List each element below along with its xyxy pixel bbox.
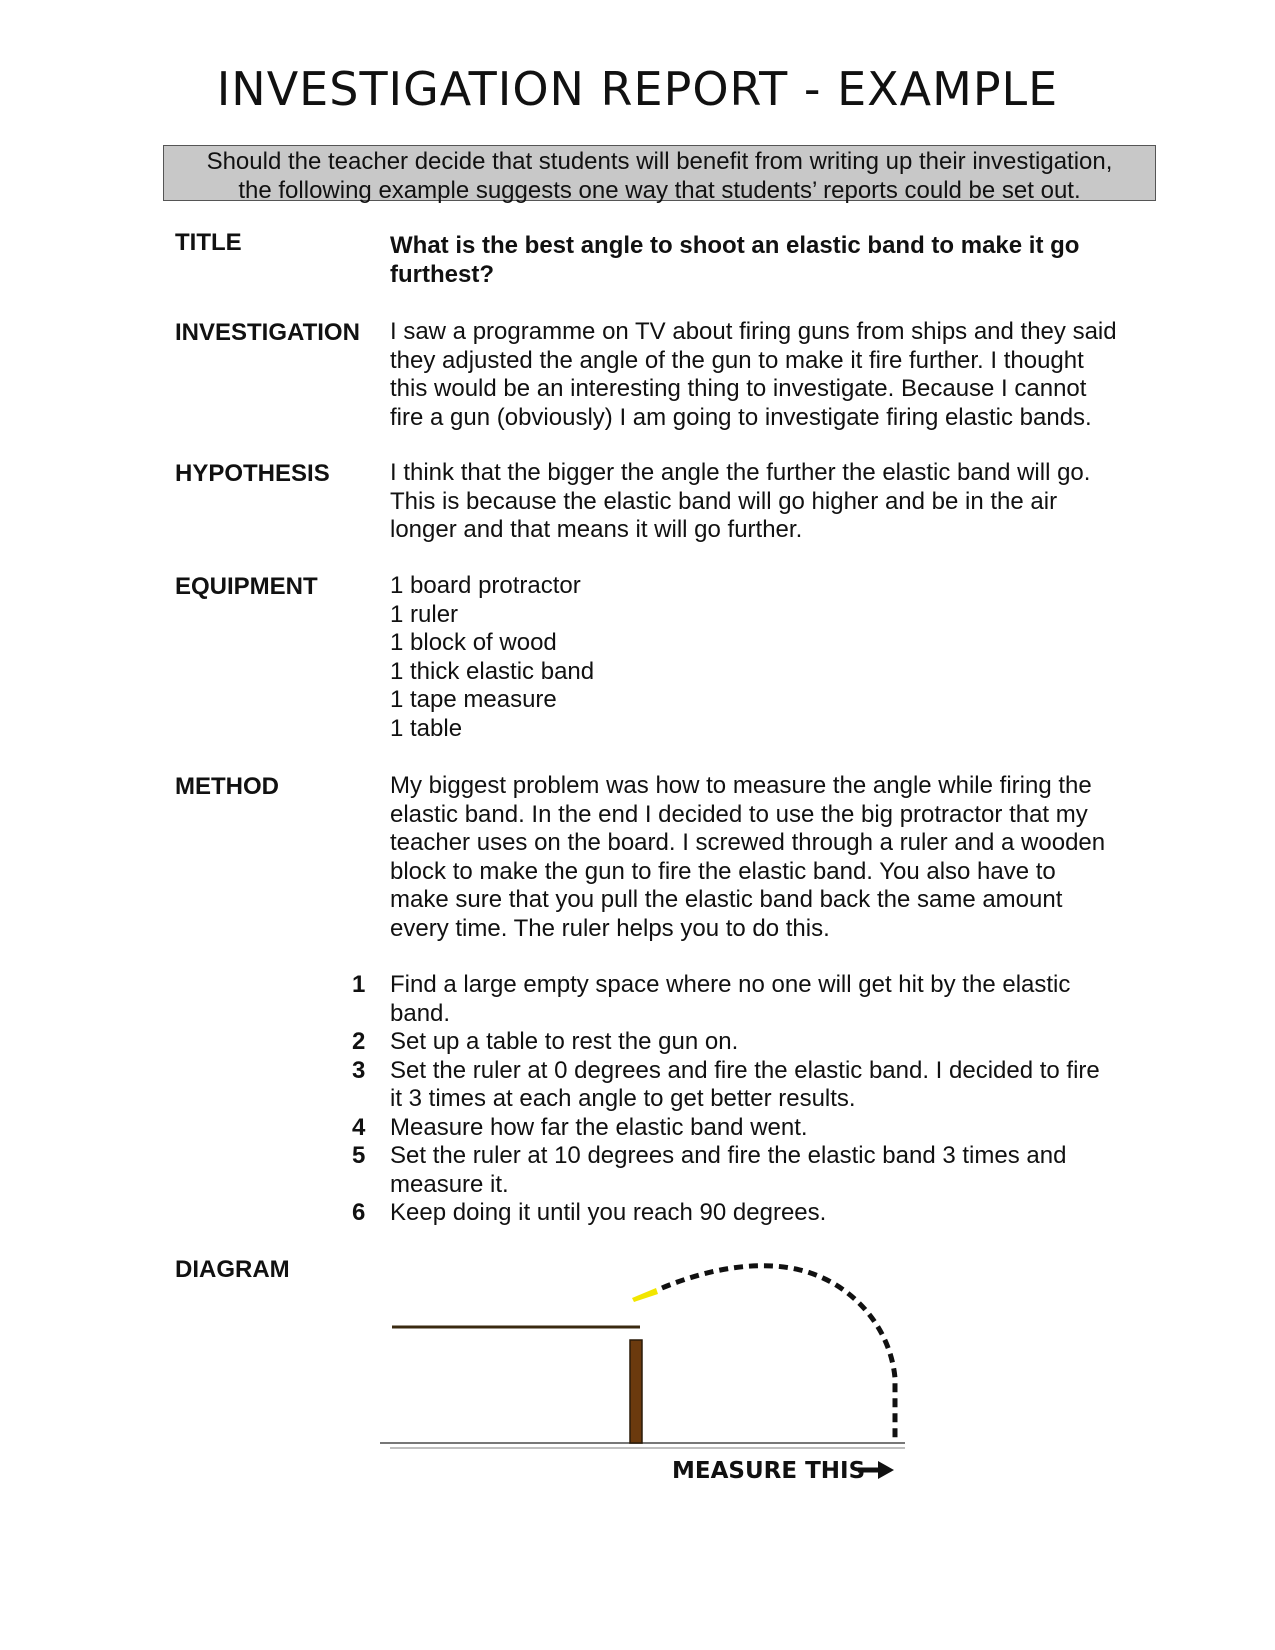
method-steps (0, 971, 1275, 1228)
content-line: make sure that you pull the elastic band back the same amount (390, 886, 1063, 913)
step-item (0, 1028, 1275, 1057)
content-line: this would be an interesting thing to investigate. Because I cannot (390, 375, 1087, 402)
step-number: 3 (352, 1056, 366, 1084)
page-title: INVESTIGATION REPORT - EXAMPLE (216, 62, 1059, 116)
step-text (390, 1028, 1150, 1057)
experiment-diagram (380, 1250, 940, 1490)
step-item (0, 1142, 1275, 1199)
step-text (390, 1114, 1150, 1143)
equipment-list (390, 572, 1150, 743)
content-line: My biggest problem was how to measure the angle while firing the (390, 772, 1092, 799)
content-line: Find a large empty space where no one will get hit by the elastic (390, 971, 1071, 998)
content-line: it 3 times at each angle to get better results. (390, 1085, 856, 1112)
step-item (0, 1199, 1275, 1228)
method-text (390, 772, 1150, 943)
section-label-equipment: EQUIPMENT (175, 573, 318, 600)
section-label-diagram: DIAGRAM (175, 1256, 290, 1283)
content-line: elastic band. In the end I decided to use the big protractor that my (390, 800, 1088, 828)
investigation-text (390, 318, 1150, 432)
content-line: block to make the gun to fire the elastic band. You also have to (390, 857, 1056, 885)
content-line: every time. The ruler helps you to do this. (390, 914, 830, 942)
step-number: 1 (352, 971, 366, 998)
content-line: furthest? (390, 260, 494, 288)
intro-line: the following example suggests one way that students’ reports could be set out. (238, 177, 1081, 204)
step-number: 5 (352, 1142, 366, 1169)
content-line: they adjusted the angle of the gun to make it fire further. I thought (390, 346, 1084, 374)
list-item: 1 table (390, 714, 463, 742)
step-item (0, 971, 1275, 1028)
content-line: What is the best angle to shoot an elastic band to make it go (390, 232, 1080, 259)
content-line: This is because the elastic band will go higher and be in the air (390, 487, 1058, 515)
content-line: Measure how far the elastic band went. (390, 1113, 808, 1141)
list-item: 1 ruler (390, 600, 459, 628)
section-label-method: METHOD (175, 773, 279, 800)
content-line: Set the ruler at 0 degrees and fire the elastic band. I decided to fire (390, 1056, 1100, 1084)
step-text (390, 1199, 1150, 1228)
section-label-hypothesis: HYPOTHESIS (175, 460, 330, 487)
measure-label: MEASURE THIS (672, 1458, 866, 1484)
content-line: Keep doing it until you reach 90 degrees. (390, 1199, 827, 1226)
step-text (390, 1057, 1150, 1114)
content-line: longer and that means it will go further. (390, 516, 803, 543)
content-line: I saw a programme on TV about firing guns from ships and they said (390, 318, 1117, 345)
content-line: teacher uses on the board. I screwed through a ruler and a wooden (390, 829, 1106, 856)
step-item (0, 1057, 1275, 1114)
step-text (390, 971, 1150, 1028)
intro-box (163, 145, 1156, 204)
step-item (0, 1114, 1275, 1143)
content-line: fire a gun (obviously) I am going to investigate firing elastic bands. (390, 403, 1092, 431)
content-line: measure it. (390, 1170, 509, 1198)
step-number: 2 (352, 1028, 366, 1055)
step-text (390, 1142, 1150, 1199)
step-number: 4 (352, 1113, 366, 1141)
section-label-title: TITLE (175, 229, 242, 256)
list-item: 1 thick elastic band (390, 657, 595, 685)
section-label-investigation: INVESTIGATION (175, 319, 360, 346)
list-item: 1 board protractor (390, 572, 581, 599)
content-line: band. (390, 999, 451, 1027)
content-line: I think that the bigger the angle the further the elastic band will go. (390, 459, 1091, 486)
content-line: Set the ruler at 10 degrees and fire the elastic band 3 times and (390, 1142, 1067, 1169)
trajectory-arc (662, 1266, 895, 1440)
report-question (390, 232, 1150, 289)
step-number: 6 (352, 1199, 366, 1226)
elastic-band (632, 1288, 658, 1302)
list-item: 1 block of wood (390, 629, 557, 656)
intro-line: Should the teacher decide that students will benefit from writing up their investigation, (206, 148, 1113, 175)
list-item: 1 tape measure (390, 686, 557, 713)
table-leg (630, 1340, 642, 1443)
hypothesis-text (390, 459, 1150, 545)
content-line: Set up a table to rest the gun on. (390, 1028, 739, 1055)
